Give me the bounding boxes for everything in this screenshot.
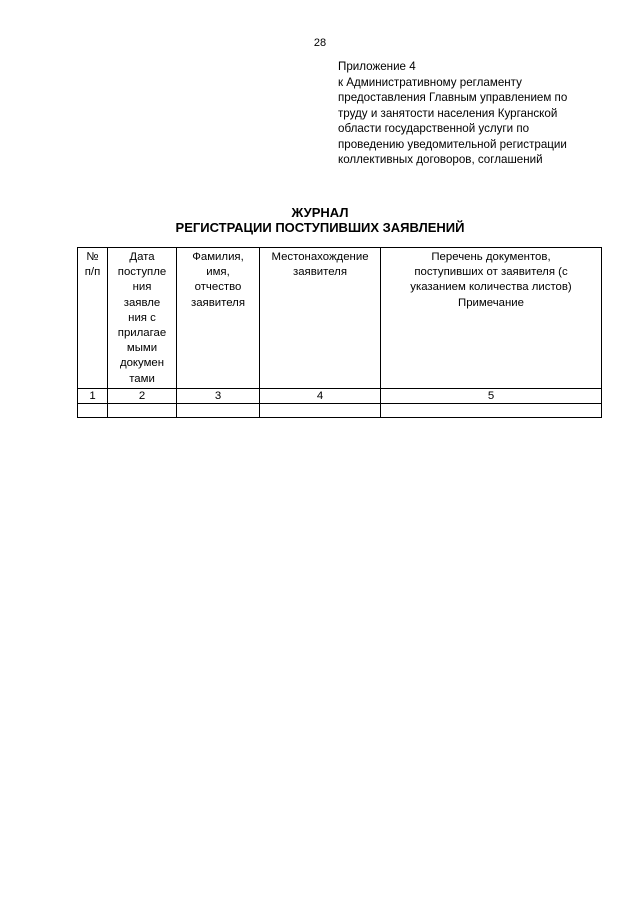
header-text: тами	[129, 372, 155, 385]
header-text: прилагае	[117, 327, 167, 340]
column-number-cell: 1	[78, 388, 108, 403]
column-number-row	[78, 388, 602, 403]
appendix-line: предоставления Главным управлением по	[338, 91, 568, 104]
header-text: ния	[132, 281, 152, 294]
table-cell	[108, 403, 177, 417]
header-text: поступивших от заявителя (с	[414, 266, 568, 279]
header-cell-date	[108, 248, 177, 389]
column-number-cell: 4	[260, 388, 381, 403]
header-text: Перечень документов,	[431, 251, 551, 263]
header-cell-name	[177, 248, 260, 389]
header-text: Примечание	[458, 296, 524, 309]
title-line-1: ЖУРНАЛ	[291, 205, 349, 220]
appendix-line: к Административному регламенту	[338, 75, 522, 89]
header-cell-location	[260, 248, 381, 389]
table-cell	[78, 403, 108, 417]
appendix-line: области государственной услуги по	[338, 122, 530, 135]
appendix-line: коллективных договоров, соглашений	[338, 153, 543, 166]
table-row	[78, 403, 602, 417]
column-number-cell: 5	[381, 388, 602, 403]
title-line-2: РЕГИСТРАЦИИ ПОСТУПИВШИХ ЗАЯВЛЕНИЙ	[175, 220, 465, 235]
header-text: поступле	[117, 266, 167, 279]
table-cell	[177, 403, 260, 417]
column-number-cell: 2	[108, 388, 177, 403]
header-text: Фамилия,	[192, 251, 244, 263]
registration-journal-table	[77, 247, 602, 418]
header-text: Местонахождение	[271, 251, 369, 263]
header-text: ния с	[128, 311, 156, 324]
header-text: заявителя	[191, 296, 245, 309]
table-cell	[381, 403, 602, 417]
header-cell-documents	[381, 248, 602, 389]
header-text: Дата	[129, 251, 155, 263]
header-text: №	[86, 251, 99, 263]
header-text: мыми	[126, 342, 158, 355]
header-row	[78, 248, 602, 389]
document-title	[0, 205, 640, 235]
appendix-line: труду и занятости населения Курганской	[338, 106, 558, 120]
appendix-line: Приложение 4	[338, 60, 416, 73]
table-cell	[260, 403, 381, 417]
header-cell-number	[78, 248, 108, 389]
appendix-line: проведению уведомительной регистрации	[338, 137, 567, 151]
appendix-block	[338, 59, 623, 168]
column-number-cell: 3	[177, 388, 260, 403]
header-text: докумен	[119, 357, 165, 370]
header-text: заявле	[123, 296, 161, 309]
header-text: п/п	[84, 266, 101, 279]
header-text: указанием количества листов)	[410, 281, 572, 294]
page-number: 28	[313, 37, 327, 49]
header-text: отчество	[194, 281, 242, 294]
header-text: имя,	[206, 266, 230, 279]
header-text: заявителя	[293, 266, 347, 279]
